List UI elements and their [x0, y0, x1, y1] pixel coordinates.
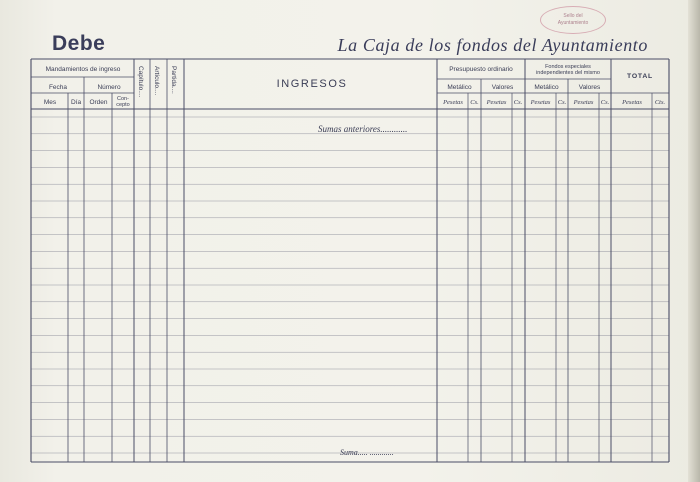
grid-lines: [31, 59, 669, 462]
presupuesto-ordinario-header: Presupuesto ordinario: [449, 66, 513, 73]
concepto-line-2: cepto: [116, 102, 130, 108]
concepto-line-1: Con-: [117, 96, 129, 102]
orden-header: Orden: [89, 99, 108, 106]
fondos-especiales-line-1: Fondos especiales: [545, 64, 591, 70]
stamp-line-1: Sello del: [563, 13, 583, 19]
page-title-debe: Debe: [52, 32, 106, 55]
cs-header-4: Cs.: [600, 99, 610, 106]
valores-header-1: Valores: [491, 84, 514, 91]
cts-header-5: Cts.: [654, 99, 666, 106]
total-header: TOTAL: [626, 73, 654, 80]
fondos-especiales-line-2: independientes del mismo: [536, 70, 600, 76]
cs-header-1: Cs.: [470, 99, 479, 106]
pesetas-header-1: Pesetas: [443, 99, 463, 106]
pesetas-header-3: Pesetas: [530, 99, 551, 106]
pesetas-header-2: Pesetas: [486, 99, 507, 106]
metalico-header-1: Metálico: [447, 84, 472, 91]
mandamientos-header: Mandamientos de ingreso: [45, 66, 121, 73]
capitulo-header: Capítulo....: [137, 66, 144, 98]
ingresos-header: INGRESOS: [276, 78, 348, 90]
concepto-header: [112, 96, 134, 108]
cs-header-2: Cs.: [513, 99, 523, 106]
sumas-anteriores: Sumas anteriores............: [318, 124, 408, 134]
fondos-especiales-header: [525, 64, 611, 76]
mes-header: Mes: [43, 99, 57, 106]
stamp-line-2: Ayuntamiento: [557, 20, 589, 26]
pesetas-header-5: Pesetas: [622, 99, 642, 106]
pesetas-header-4: Pesetas: [573, 99, 594, 106]
fecha-header: Fecha: [48, 84, 68, 91]
suma-total-label: Suma..... ............: [340, 448, 394, 457]
articulo-header: Artículo....: [153, 66, 160, 96]
valores-header-2: Valores: [578, 84, 601, 91]
partida-header: Partida....: [170, 66, 177, 94]
dia-header: Día: [70, 99, 82, 106]
cs-header-3: Cs.: [557, 99, 567, 106]
metalico-header-2: Metálico: [534, 84, 559, 91]
numero-header: Número: [97, 84, 121, 91]
page-subtitle: La Caja de los fondos del Ayuntamiento: [337, 35, 648, 55]
